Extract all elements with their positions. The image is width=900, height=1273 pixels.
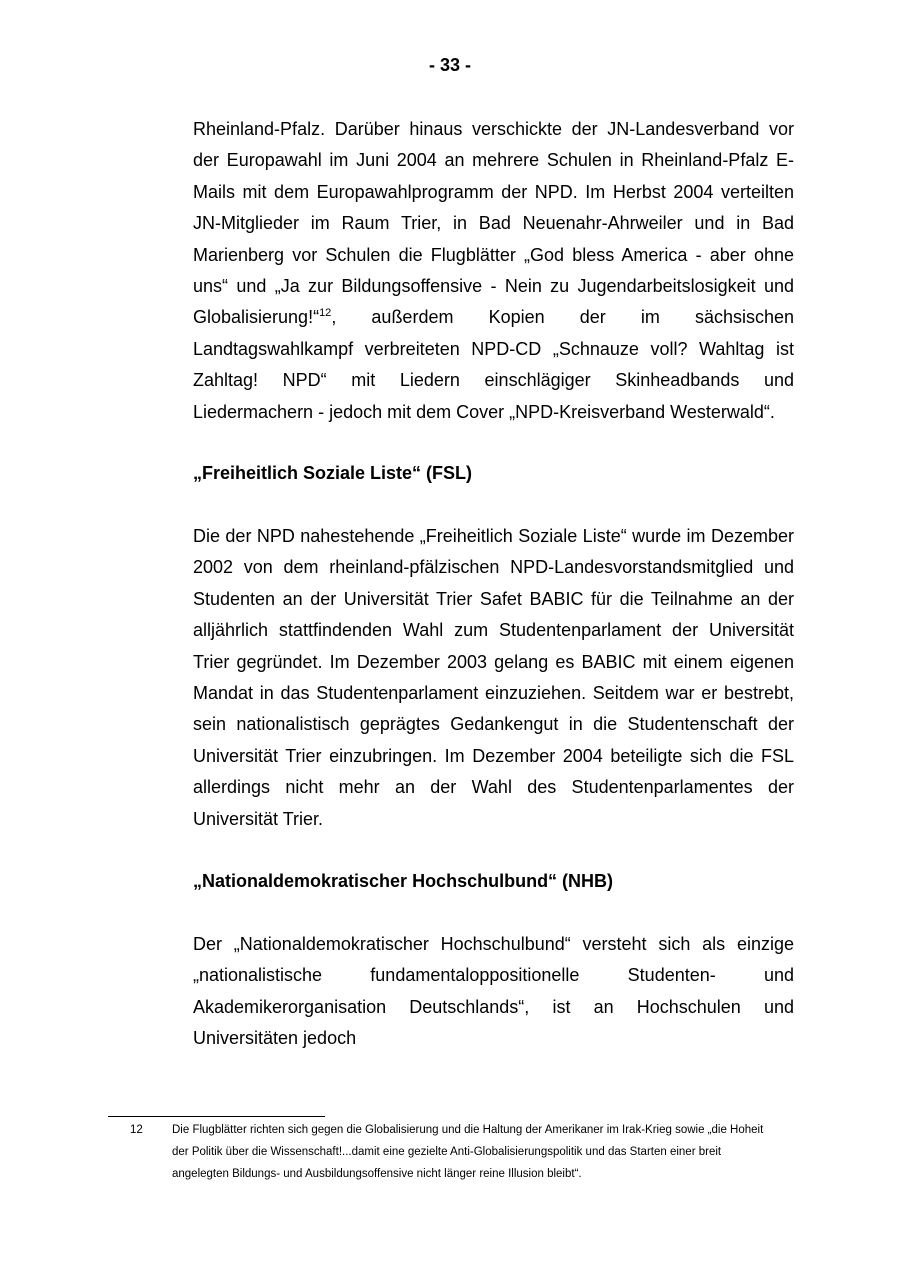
footnote-divider [108, 1116, 325, 1117]
heading-nhb: „Nationaldemokratischer Hochschulbund“ (NHB) [193, 871, 614, 891]
page-number: - 33 - [428, 55, 471, 75]
paragraph-nhb: Der „Nationaldemokratischer Hochschulbund“ versteht sich als einzige „nationalistische fundamentaloppositionelle Studenten- und Akademikerorganisation Deutschlands“, ist an Hochschulen und Universitäten jedoch [193, 934, 794, 1049]
paragraph-jn-schools [193, 114, 794, 428]
paragraph-fsl: Die der NPD nahestehende „Freiheitlich Soziale Liste“ wurde im Dezember 2002 von dem rheinland-pfälzischen NPD-Landesvorstandsmitglied und Studenten an der Universität Trier Safet BABIC für die Teilnahme an der alljährlich stattfindenden Wahl zum Studentenparlament der Universität Trier gegründet. Im Dezember 2003 gelang es BABIC mit einem eigenen Mandat in das Studentenparlament einzuziehen. Seitdem war er bestrebt, sein nationalistisch geprägtes Gedankengut in die Studentenschaft der Universität Trier einzubringen. Im Dezember 2004 beteiligte sich die FSL allerdings nicht mehr an der Wahl des Studentenparlamentes der Universität Trier. [193, 526, 794, 829]
paragraph-jn-text-end: , außerdem Kopien der im sächsischen Landtagswahlkampf verbreiteten NPD-CD „Schnauze voll? Wahltag ist Zahltag! NPD“ mit Liedern einschlägiger Skinheadbands und Liedermachern - jedoch mit dem Cover „NPD-Kreisverband Westerwald“. [193, 307, 794, 422]
heading-fsl: „Freiheitlich Soziale Liste“ (FSL) [193, 463, 473, 483]
footnote-number: 12 [130, 1124, 143, 1136]
paragraph-jn-text-start: Rheinland-Pfalz. Darüber hinaus verschickte der JN-Landesverband vor der Europawahl im Juni 2004 an mehrere Schulen in Rheinland-Pfalz E-Mails mit dem Europawahlprogramm der NPD. Im Herbst 2004 verteilten JN-Mitglieder im Raum Trier, in Bad Neuenahr-Ahrweiler und in Bad Marienberg vor Schulen die Flugblätter „God bless America - aber ohne uns“ und „Ja zur Bildungsoffensive - Nein zu Jugendarbeitslosigkeit und Globalisierung!“ [193, 119, 794, 328]
footnote-text: Die Flugblätter richten sich gegen die Globalisierung und die Haltung der Amerikaner im Irak-Krieg sowie „die Hoheit der Politik über die Wissenschaft!...damit eine gezielte Anti-Globalisierungspolitik und das Starten einer breit angelegten Bildungs- und Ausbildungsoffensive nicht länger reine Illusion bleibt“. [172, 1124, 764, 1180]
footnote-reference[interactable]: 12 [319, 307, 332, 320]
